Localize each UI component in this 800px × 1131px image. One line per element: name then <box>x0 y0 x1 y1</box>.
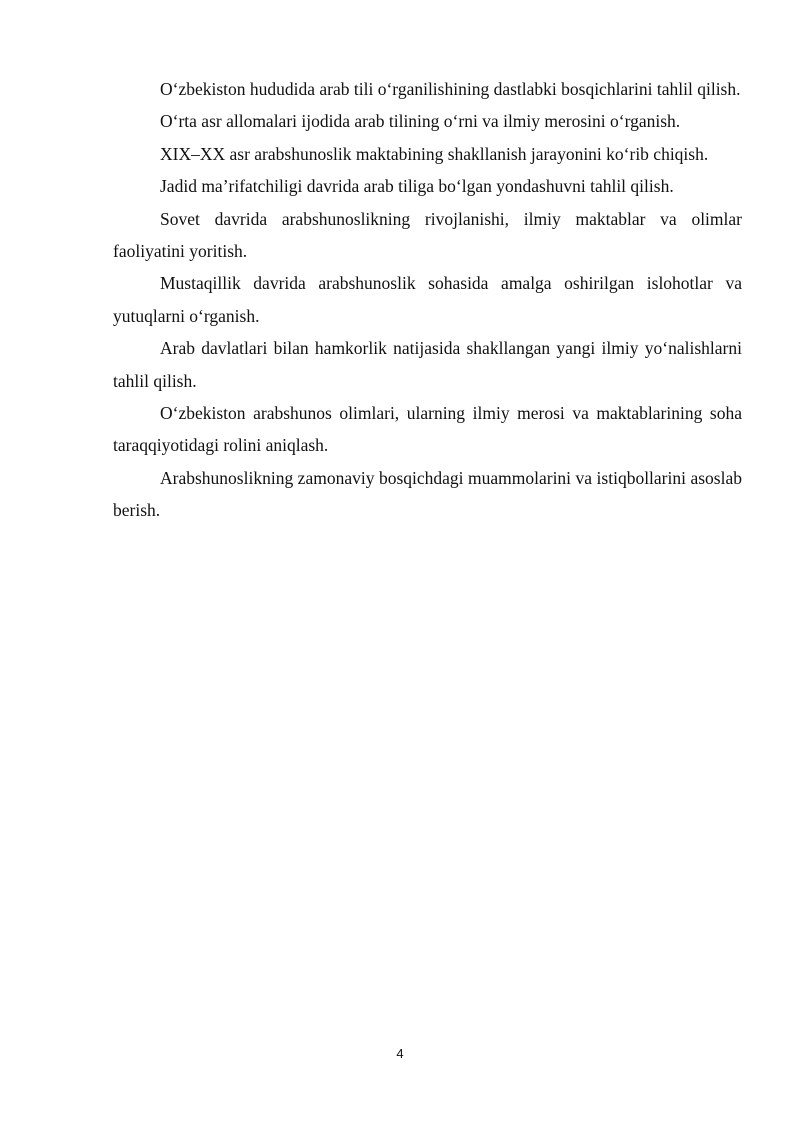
paragraph-8: O‘zbekiston arabshunos olimlari, ularning ilmiy merosi va maktablarining soha taraqqiyotidagi rolini aniqlash. <box>113 403 742 456</box>
paragraph-5: Sovet davrida arabshunoslikning rivojlanishi, ilmiy maktablar va olimlar faoliyatini yoritish. <box>113 208 742 262</box>
paragraph-9: Arabshunoslikning zamonaviy bosqichdagi muammolarini va istiqbollarini asoslab berish. <box>113 467 742 521</box>
paragraph-2: O‘rta asr allomalari ijodida arab tilining o‘rni va ilmiy merosini o‘rganish. <box>160 111 681 132</box>
paragraph-1: O‘zbekiston hududida arab tili o‘rganilishining dastlabki bosqichlarini tahlil qilish. <box>160 79 741 99</box>
paragraph-7: Arab davlatlari bilan hamkorlik natijasida shakllangan yangi ilmiy yo‘nalishlarni tahlil qilish. <box>113 338 742 391</box>
page-body <box>113 73 742 527</box>
paragraph-6: Mustaqillik davrida arabshunoslik sohasida amalga oshirilgan islohotlar va yutuqlarni o‘rganish. <box>113 273 742 326</box>
paragraph-3: XIX–XX asr arabshunoslik maktabining shakllanish jarayonini ko‘rib chiqish. <box>160 143 709 164</box>
paragraph-4: Jadid ma’rifatchiligi davrida arab tiliga bo‘lgan yondashuvni tahlil qilish. <box>160 176 674 197</box>
page-number: 4 <box>396 1046 404 1061</box>
